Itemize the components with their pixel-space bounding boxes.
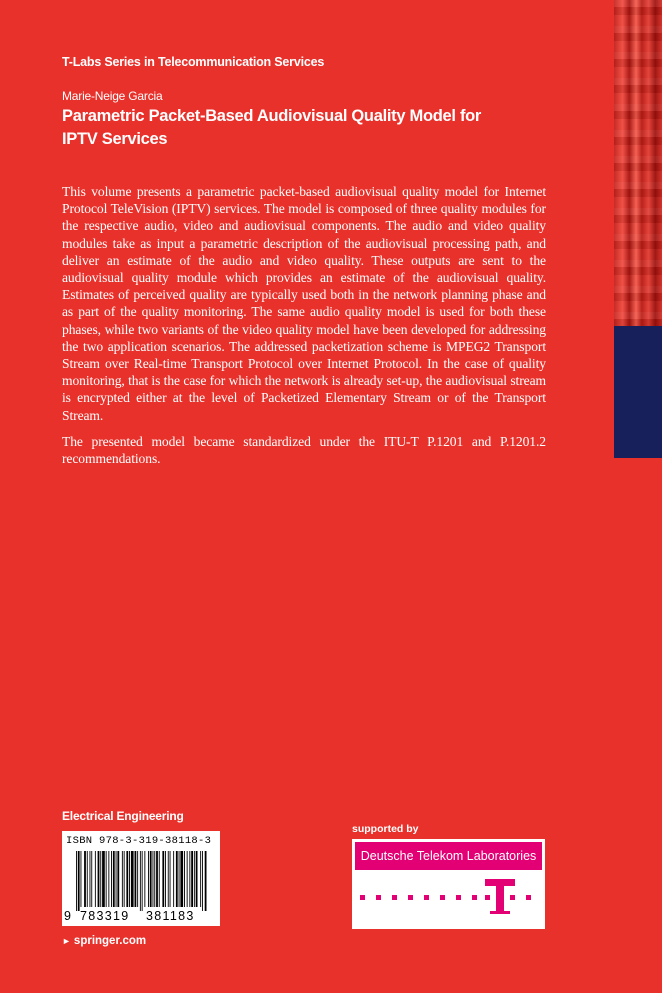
barcode-bar [117, 851, 119, 907]
barcode-bar [173, 851, 174, 907]
book-title: Parametric Packet-Based Audiovisual Quality Model for IPTV Services [62, 107, 482, 148]
barcode-bar [87, 851, 88, 907]
barcode-bar [189, 851, 190, 907]
isbn-text: ISBN 978-3-319-38118-3 [66, 835, 212, 847]
barcode-bar [184, 851, 185, 907]
arrow-right-icon: ► [62, 936, 71, 946]
barcode-bar [81, 851, 82, 907]
barcode-bar [102, 851, 105, 907]
barcode-bar [205, 851, 207, 911]
barcode-group-2: 381183 [146, 909, 195, 923]
barcode-bar [148, 851, 149, 907]
barcode [62, 831, 220, 926]
spine-navy-block [614, 326, 662, 458]
barcode-bar [95, 851, 96, 907]
barcode-bar [122, 851, 123, 907]
barcode-bar [176, 851, 178, 907]
barcode-bar [113, 851, 115, 907]
barcode-bar [98, 851, 100, 907]
barcode-bar [180, 851, 183, 907]
barcode-bar [140, 851, 141, 911]
barcode-bar [108, 851, 109, 907]
barcode-bar [76, 851, 77, 911]
barcode-bar [106, 851, 107, 907]
barcode-bar [84, 851, 86, 907]
blurb-paragraph: The presented model became standardized under the ITU-T P.1201 and P.1201.2 recommendations. [62, 433, 546, 467]
blurb-paragraph: This volume presents a parametric packet-based audiovisual quality model for Internet Protocol TeleVision (IPTV) services. The model is composed of three quality modules for the respective audio, video and audiovisual components. The audio and video quality modules take as input a parametric description of the audiovisual processing path, and deliver an estimate of the audio and video quality. These outputs are sent to the audiovisual quality module which provides an estimate of the audiovisual quality. Estimates of perceived quality are typically used both in the network planning phase and as part of the quality monitoring. The same audio quality model is used for both these phases, while two variants of the video quality model have been developed for addressing the two application scenarios. The addressed packetization scheme is MPEG2 Transport Stream over Real-time Transport Protocol over Internet Protocol. In the case of quality monitoring, that is the case for which the network is already set-up, the audiovisual stream is encrypted either at the level of Packetized Elementary Stream or of the Transport Stream. [62, 184, 546, 423]
barcode-bar [90, 851, 91, 907]
barcode-bar [100, 851, 101, 907]
barcode-bar [150, 851, 152, 907]
spine-image-strip [614, 0, 662, 326]
barcode-bar [194, 851, 195, 907]
barcode-bar [135, 851, 137, 907]
barcode-group-1: 783319 [80, 909, 130, 923]
barcode-bar [154, 851, 155, 907]
barcode-bar [187, 851, 188, 907]
series-title: T-Labs Series in Telecommunication Services [62, 55, 325, 69]
sponsor-logo-box [352, 839, 545, 929]
barcode-bar [200, 851, 201, 907]
barcode-bar [159, 851, 160, 907]
barcode-bar [111, 851, 112, 907]
barcode-bar [116, 851, 117, 907]
barcode-bar [191, 851, 193, 907]
subject-category: Electrical Engineering [62, 809, 184, 823]
barcode-bar [202, 851, 203, 911]
barcode-bar [137, 851, 138, 907]
barcode-bars [76, 851, 208, 911]
barcode-bar [131, 851, 134, 907]
barcode-bar [153, 851, 154, 907]
barcode-bar [165, 851, 166, 907]
author-name: Marie-Neige Garcia [62, 89, 163, 103]
barcode-bar [126, 851, 128, 907]
supported-by-label: supported by [352, 823, 419, 835]
blurb [62, 183, 546, 476]
barcode-bar [162, 851, 164, 907]
barcode-bar [124, 851, 125, 907]
telekom-t-logo-icon [358, 879, 539, 923]
barcode-bar [168, 851, 169, 907]
publisher-url: springer.com [73, 935, 147, 947]
barcode-bar [144, 851, 145, 907]
barcode-bar [170, 851, 171, 907]
barcode-bar [196, 851, 198, 907]
publisher-link[interactable] [62, 935, 146, 947]
barcode-lead-digit: 9 [64, 909, 71, 923]
barcode-bar [179, 851, 180, 907]
barcode-bar [129, 851, 130, 907]
barcode-bar [78, 851, 80, 911]
barcode-bar [156, 851, 158, 907]
barcode-bar [142, 851, 143, 911]
barcode-bar [91, 851, 92, 907]
sponsor-name: Deutsche Telekom Laboratories [355, 842, 542, 870]
